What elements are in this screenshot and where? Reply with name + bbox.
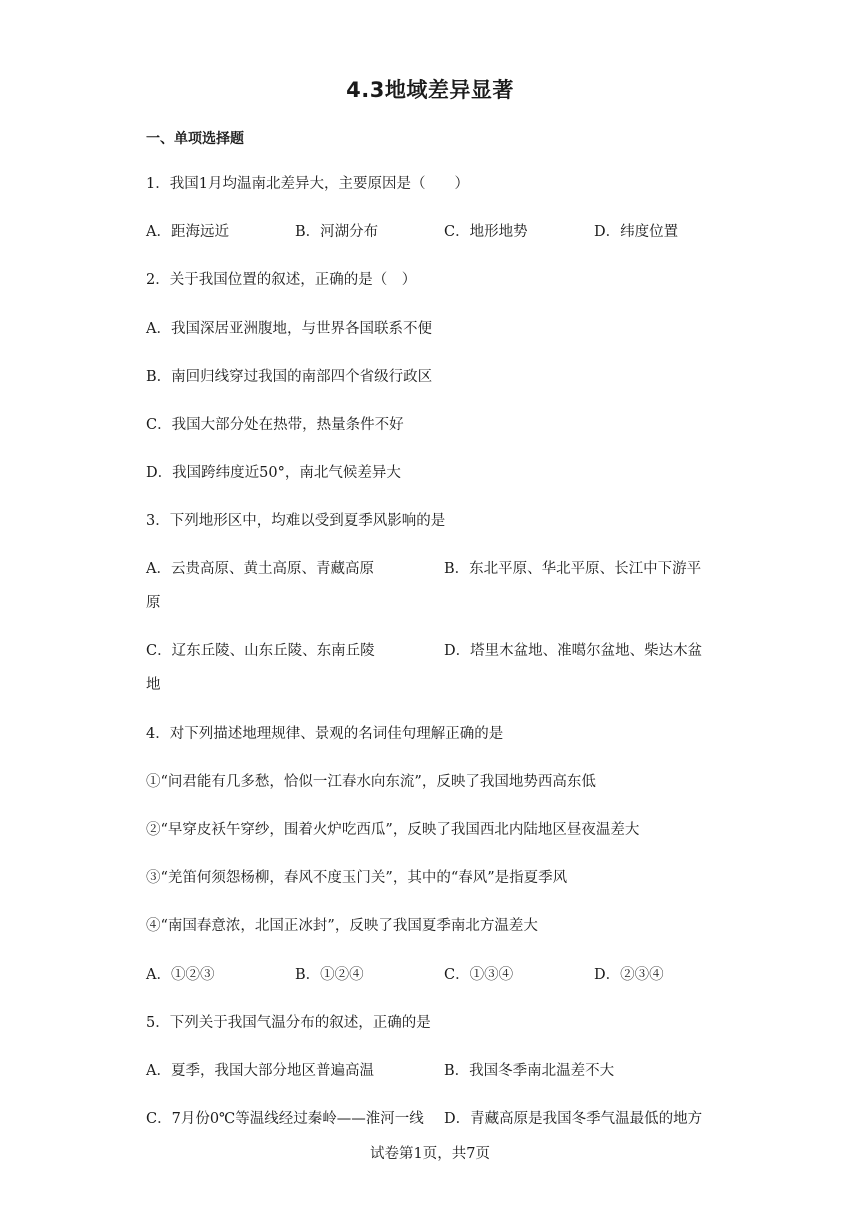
question-2-option-b: B．南回归线穿过我国的南部四个省级行政区 — [146, 369, 433, 385]
page-title: 4.3地域差异显著 — [346, 78, 514, 102]
question-1-option-a: A．距海远近 — [146, 224, 229, 240]
question-4-option-a: A．①②③ — [146, 967, 215, 983]
question-2-option-c: C．我国大部分处在热带，热量条件不好 — [146, 417, 404, 433]
question-5-option-d: D．青藏高原是我国冬季气温最低的地方 — [444, 1111, 703, 1127]
question-3-option-d-wrap: 地 — [146, 677, 161, 693]
question-4-statement-3: ③“羌笛何须怨杨柳，春风不度玉门关”，其中的“春风”是指夏季风 — [146, 870, 568, 886]
question-3-stem: 3．下列地形区中，均难以受到夏季风影响的是 — [146, 513, 446, 529]
question-4-statement-2: ②“早穿皮袄午穿纱，围着火炉吃西瓜”，反映了我国西北内陆地区昼夜温差大 — [146, 822, 640, 838]
question-3-option-d: D．塔里木盆地、准噶尔盆地、柴达木盆 — [444, 643, 703, 659]
question-4-option-d: D．②③④ — [594, 967, 664, 983]
question-2-stem: 2．关于我国位置的叙述，正确的是（ ） — [146, 272, 417, 288]
question-1-option-c: C．地形地势 — [444, 224, 528, 240]
question-1-option-b: B．河湖分布 — [295, 224, 379, 240]
question-4-stem: 4．对下列描述地理规律、景观的名词佳句理解正确的是 — [146, 726, 504, 742]
question-4-option-c: C．①③④ — [444, 967, 514, 983]
question-5-option-b: B．我国冬季南北温差不大 — [444, 1063, 615, 1079]
question-2-option-d: D．我国跨纬度近50°，南北气候差异大 — [146, 465, 401, 481]
question-5-option-a: A．夏季，我国大部分地区普遍高温 — [146, 1063, 374, 1079]
question-5-stem: 5．下列关于我国气温分布的叙述，正确的是 — [146, 1015, 431, 1031]
question-4-option-b: B．①②④ — [295, 967, 364, 983]
question-2-option-a: A．我国深居亚洲腹地，与世界各国联系不便 — [146, 321, 432, 337]
page-footer: 试卷第1页，共7页 — [370, 1146, 490, 1162]
question-3-option-b-wrap: 原 — [146, 595, 161, 611]
question-3-option-b: B．东北平原、华北平原、长江中下游平 — [444, 561, 702, 577]
question-1-stem: 1．我国1月均温南北差异大，主要原因是（ ） — [146, 176, 469, 192]
question-5-option-c: C．7月份0℃等温线经过秦岭——淮河一线 — [146, 1111, 424, 1127]
question-3-option-a: A．云贵高原、黄土高原、青藏高原 — [146, 561, 374, 577]
section-heading: 一、单项选择题 — [146, 131, 244, 147]
question-1-option-d: D．纬度位置 — [594, 224, 679, 240]
question-4-statement-4: ④“南国春意浓，北国正冰封”，反映了我国夏季南北方温差大 — [146, 918, 538, 934]
question-4-statement-1: ①“问君能有几多愁，恰似一江春水向东流”，反映了我国地势西高东低 — [146, 774, 596, 790]
question-3-option-c: C．辽东丘陵、山东丘陵、东南丘陵 — [146, 643, 375, 659]
